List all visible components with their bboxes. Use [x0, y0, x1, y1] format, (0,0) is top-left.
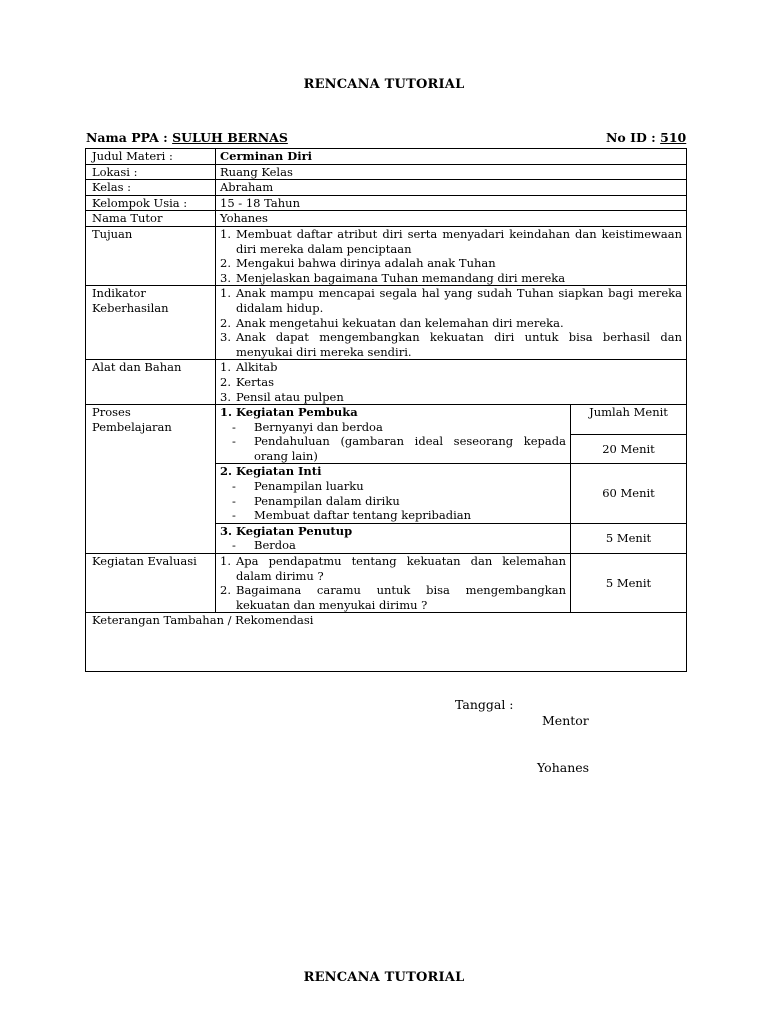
tanggal-label: Tanggal : — [455, 697, 514, 712]
inti-time: 60 Menit — [571, 464, 687, 523]
indikator-label: Indikator Keberhasilan — [86, 286, 216, 360]
penutup-title: 3. Kegiatan Penutup — [220, 523, 353, 538]
row-evaluasi — [86, 554, 687, 613]
judul-label: Judul Materi : — [86, 149, 216, 165]
indikator-item: 3. Anak dapat mengembangkan kekuatan diri untuk bisa berhasil dan menyukai diri mereka sendiri. — [220, 330, 683, 359]
evaluasi-time: 5 Menit — [571, 554, 687, 613]
penutup-cell — [216, 523, 571, 553]
evaluasi-label: Kegiatan Evaluasi — [86, 554, 216, 613]
inti-item: - Penampilan dalam diriku — [232, 493, 400, 508]
nama-ppa-label: Nama PPA : — [86, 130, 168, 145]
row-keterangan — [86, 613, 687, 672]
penutup-time: 5 Menit — [571, 523, 687, 553]
time-header: Jumlah Menit — [571, 405, 687, 435]
lokasi-value: Ruang Kelas — [216, 164, 687, 180]
tujuan-list — [216, 226, 687, 285]
pembuka-item: - Bernyanyi dan berdoa — [232, 419, 383, 434]
evaluasi-item: 1. Apa pendapatmu tentang kekuatan dan kelemahan dalam dirimu ? — [220, 554, 566, 583]
mentor-label: Mentor — [542, 713, 589, 728]
alat-item: 1. Alkitab — [220, 360, 278, 375]
inti-item: - Penampilan luarku — [232, 479, 364, 494]
penutup-item: - Berdoa — [232, 538, 296, 553]
tujuan-item: 3. Menjelaskan bagaimana Tuhan memandang diri mereka — [220, 270, 566, 285]
indikator-list — [216, 286, 687, 360]
alat-label: Alat dan Bahan — [86, 360, 216, 405]
row-alat — [86, 360, 687, 405]
row-lokasi — [86, 164, 687, 180]
kelas-label: Kelas : — [86, 180, 216, 196]
keterangan-cell — [86, 613, 687, 672]
proses-label: Proses Pembelajaran — [86, 405, 216, 554]
pembuka-title: 1. Kegiatan Pembuka — [220, 405, 358, 420]
page-title-next: RENCANA TUTORIAL — [303, 970, 465, 985]
no-id-label: No ID : — [606, 130, 656, 145]
row-tutor — [86, 211, 687, 227]
keterangan-label: Keterangan Tambahan / Rekomendasi — [92, 613, 314, 628]
tujuan-label: Tujuan — [86, 226, 216, 285]
no-id-value: 510 — [660, 130, 687, 145]
tutor-label: Nama Tutor — [86, 211, 216, 227]
mentor-name: Yohanes — [537, 760, 590, 775]
row-kelompok — [86, 195, 687, 211]
tutor-value: Yohanes — [216, 211, 687, 227]
inti-cell — [216, 464, 571, 523]
pembuka-time: 20 Menit — [571, 434, 687, 464]
page-title: RENCANA TUTORIAL — [303, 77, 465, 92]
indikator-item: 2. Anak mengetahui kekuatan dan kelemahan diri mereka. — [220, 315, 564, 330]
nama-ppa-value: SULUH BERNAS — [172, 130, 288, 145]
judul-value: Cerminan Diri — [216, 149, 687, 165]
indikator-item: 1. Anak mampu mencapai segala hal yang sudah Tuhan siapkan bagi mereka didalam hidup. — [220, 286, 683, 315]
nama-ppa — [86, 130, 288, 145]
kelompok-value: 15 - 18 Tahun — [216, 195, 687, 211]
tujuan-item: 1. Membuat daftar atribut diri serta menyadari keindahan dan keistimewaan diri mereka dalam penciptaan — [220, 226, 683, 256]
evaluasi-item: 2. Bagaimana caramu untuk bisa mengembangkan kekuatan dan menyukai dirimu ? — [220, 583, 566, 612]
evaluasi-list — [216, 554, 571, 613]
lokasi-label: Lokasi : — [86, 164, 216, 180]
inti-title: 2. Kegiatan Inti — [220, 464, 322, 479]
kelas-value: Abraham — [216, 180, 687, 196]
row-tujuan — [86, 226, 687, 285]
tutorial-plan-table — [85, 148, 687, 672]
row-proses-pembuka-head — [86, 405, 687, 435]
row-judul — [86, 149, 687, 165]
pembuka-cell — [216, 405, 571, 464]
row-indikator — [86, 286, 687, 360]
pembuka-item: - Pendahuluan (gambaran ideal seseorang kepada orang lain) — [232, 434, 566, 463]
alat-list — [216, 360, 687, 405]
alat-item: 2. Kertas — [220, 374, 274, 389]
inti-item: - Membuat daftar tentang kepribadian — [232, 508, 472, 523]
kelompok-label: Kelompok Usia : — [86, 195, 216, 211]
row-kelas — [86, 180, 687, 196]
tujuan-item: 2. Mengakui bahwa dirinya adalah anak Tuhan — [220, 256, 496, 271]
alat-item: 3. Pensil atau pulpen — [220, 389, 344, 404]
no-id — [606, 130, 686, 145]
